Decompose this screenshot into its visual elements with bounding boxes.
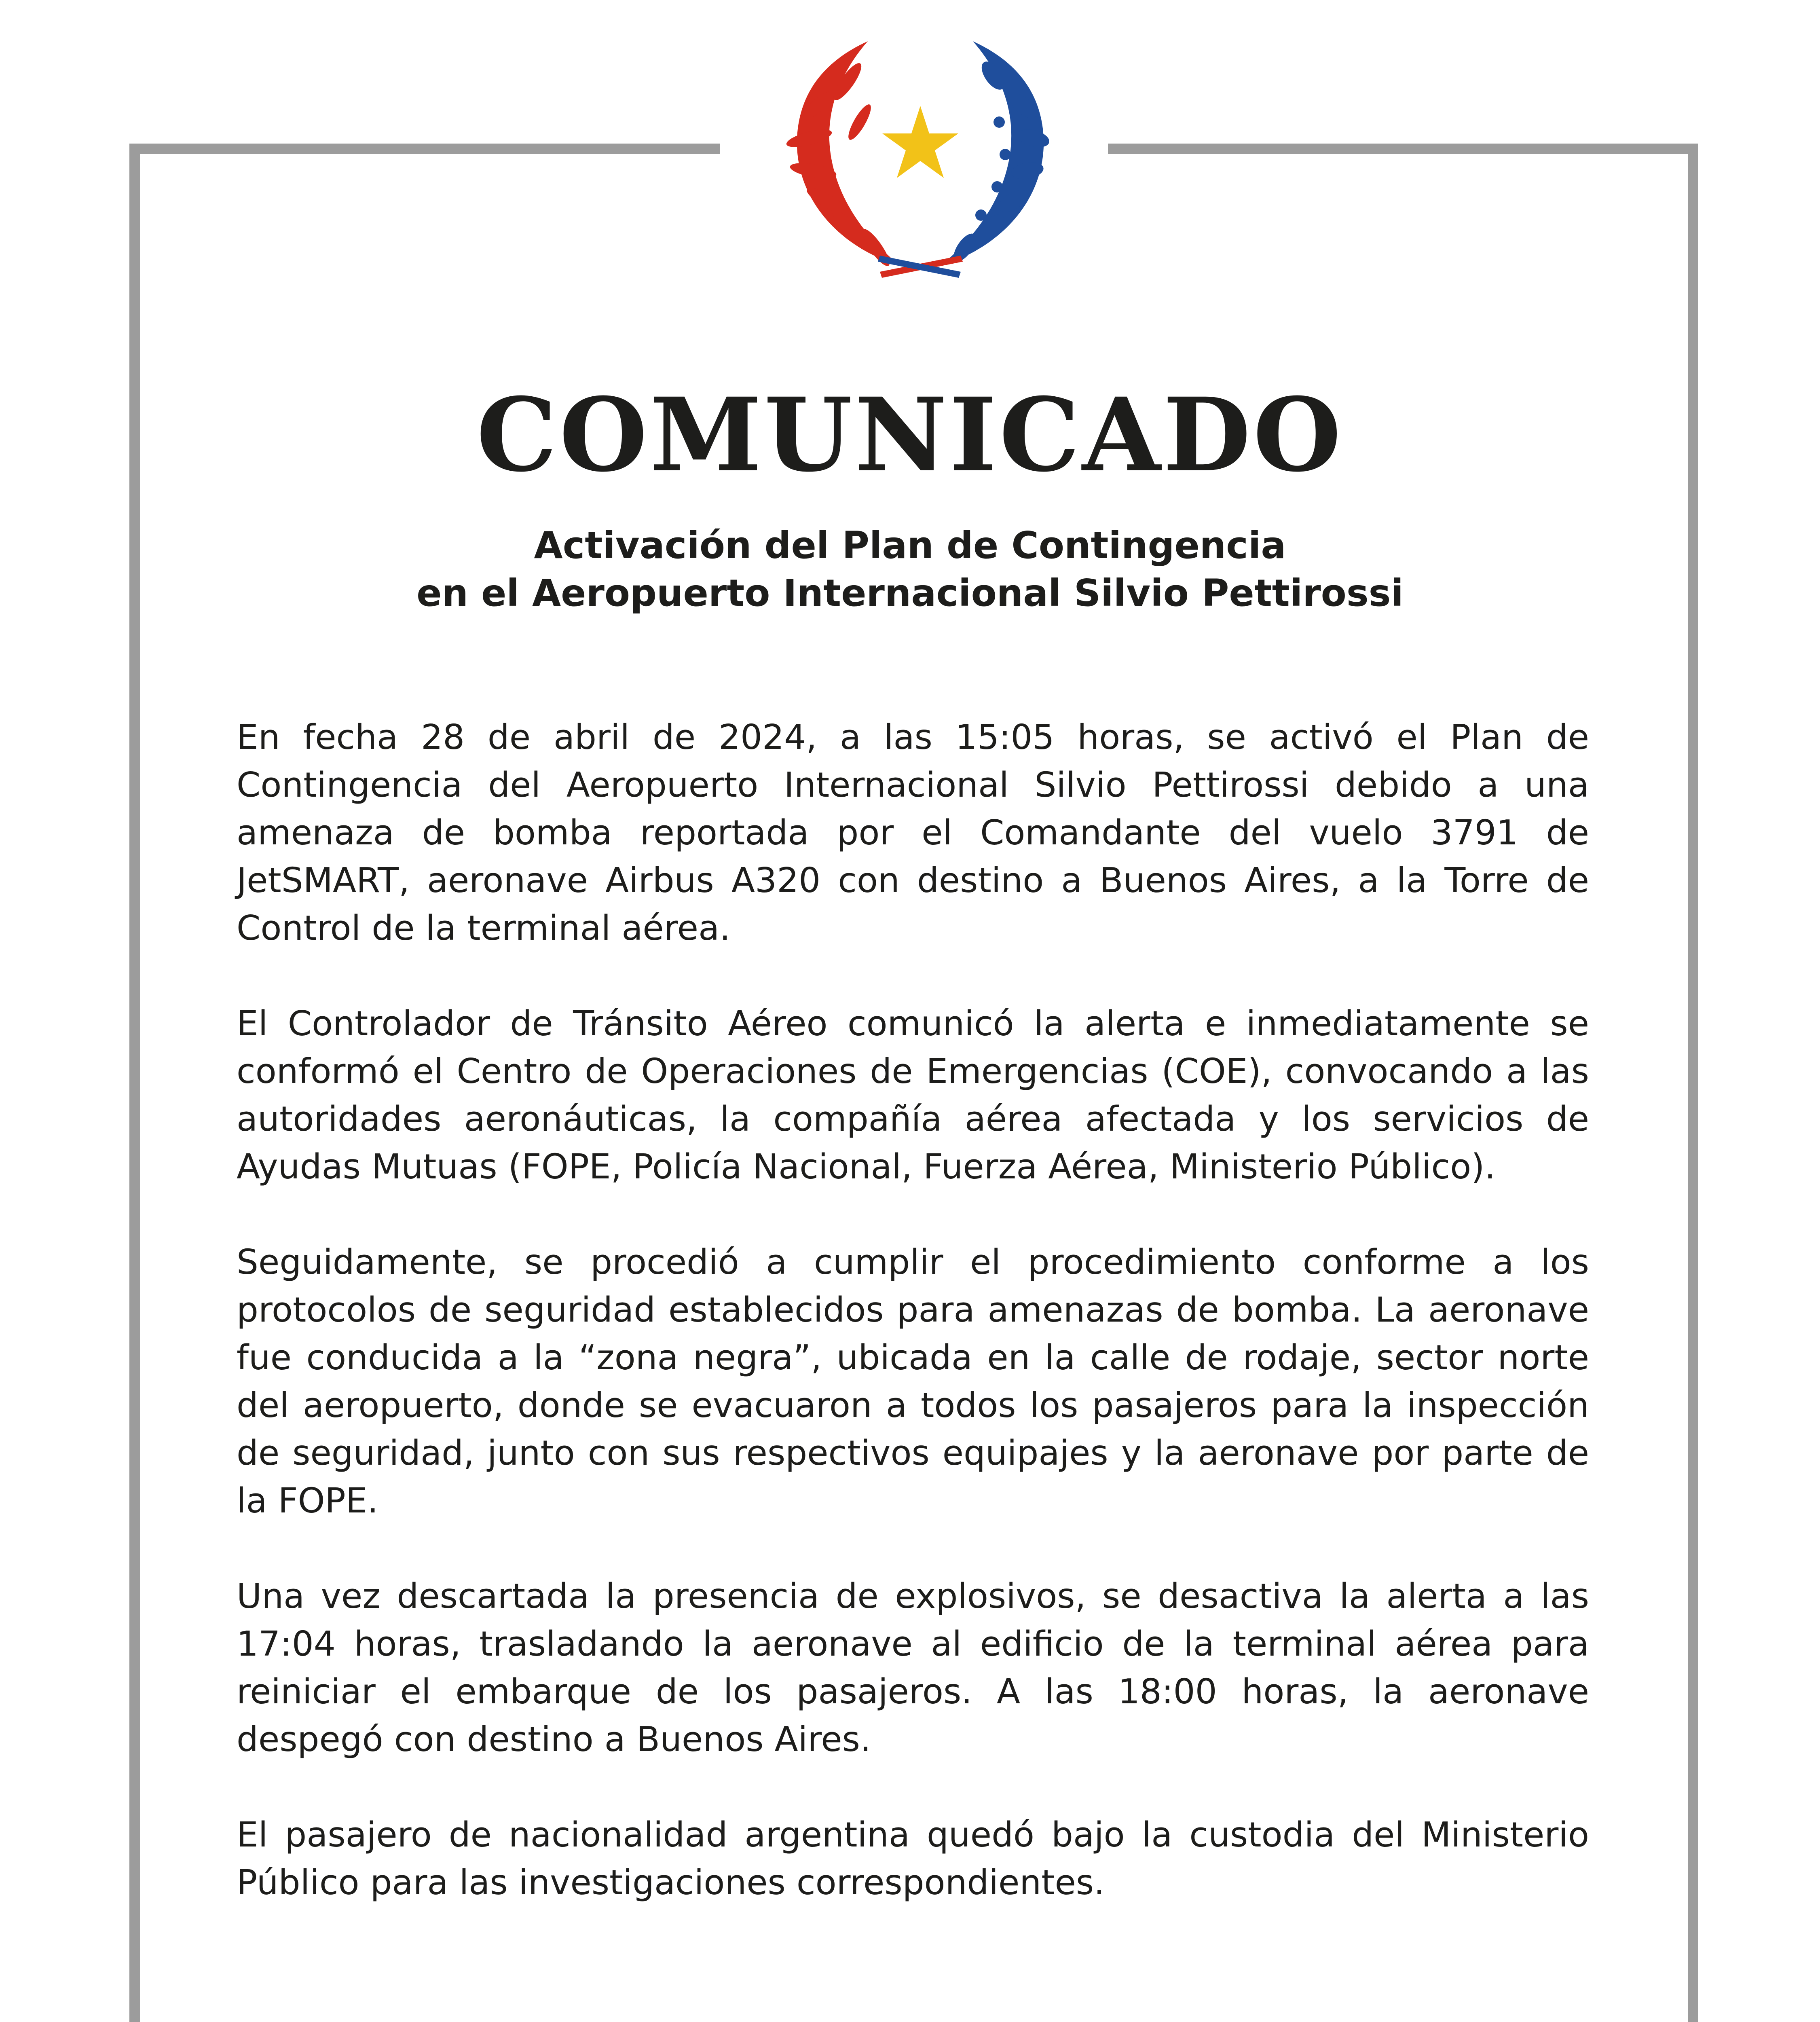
paragraph-1: En fecha 28 de abril de 2024, a las 15:05 horas, se activó el Plan de Contingencia del Aeropuerto Internacional Silvio Pettirossi debido a una amenaza de bomba reportada por el Comandante del vuelo 3791 de JetSMART, aeronave Airbus A320 con destino a Buenos Aires, a la Torre de Control de la terminal aérea. bbox=[237, 717, 1589, 948]
paragraph-3: Seguidamente, se procedió a cumplir el procedimiento conforme a los protocolos de seguridad establecidos para amenazas de bomba. La aeronave fue conducida a la “zona negra”, ubicada en la calle de rodaje, sector norte del aeropuerto, donde se evacuaron a todos los pasajeros para la inspección de seguridad, junto con sus respectivos equipajes y la aeronave por parte de la FOPE. bbox=[237, 1242, 1589, 1521]
frame-top-right bbox=[1108, 144, 1698, 154]
subtitle-line-2: en el Aeropuerto Internacional Silvio Pettirossi bbox=[416, 571, 1404, 615]
page-subtitle bbox=[0, 522, 1820, 617]
paragraph-2: El Controlador de Tránsito Aéreo comunicó la alerta e inmediatamente se conformó el Centro de Operaciones de Emergencias (COE), convocando a las autoridades aeronáuticas, la compañía aérea afectada y los servicios de Ayudas Mutuas (FOPE, Policía Nacional, Fuerza Aérea, Ministerio Público). bbox=[237, 1004, 1589, 1187]
frame-top-left bbox=[129, 144, 720, 154]
subtitle-line-1: Activación del Plan de Contingencia bbox=[534, 524, 1286, 567]
page-title: COMUNICADO bbox=[476, 375, 1344, 494]
paragraph-5: El pasajero de nacionalidad argentina quedó bajo la custodia del Ministerio Público para las investigaciones correspondientes. bbox=[237, 1815, 1589, 1903]
body-text bbox=[237, 714, 1589, 1954]
paraguay-emblem bbox=[779, 37, 1062, 280]
paragraph-4: Una vez descartada la presencia de explosivos, se desactiva la alerta a las 17:04 horas, trasladando la aeronave al edificio de la terminal aérea para reiniciar el embarque de los pasajeros. A las 18:00 horas, la aeronave despegó con destino a Buenos Aires. bbox=[237, 1576, 1589, 1760]
